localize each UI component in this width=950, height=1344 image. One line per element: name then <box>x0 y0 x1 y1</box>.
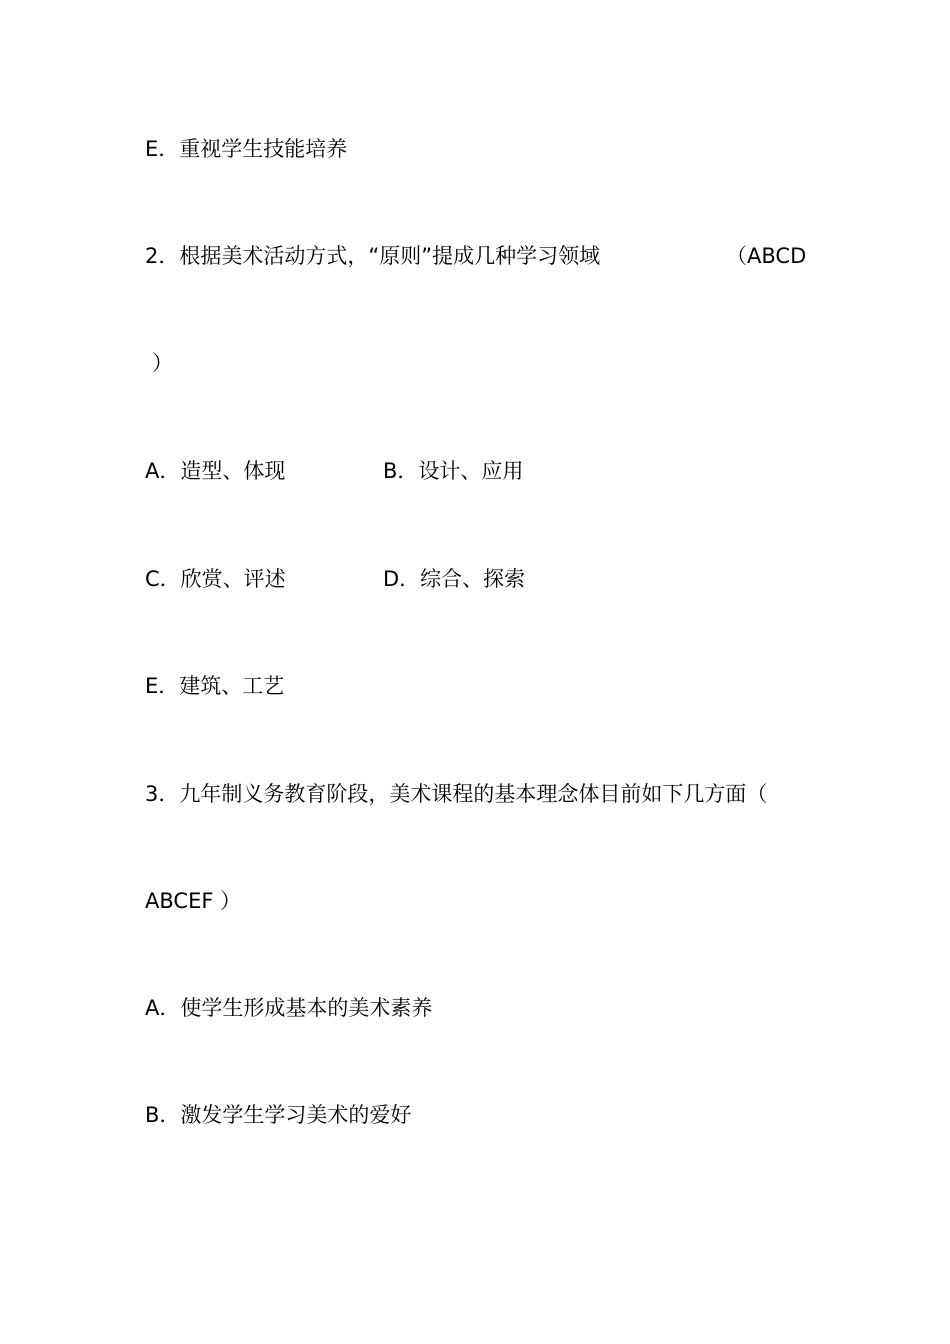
option-e-line: E．重视学生技能培养 <box>145 137 348 161</box>
question-2-text: 2．根据美术活动方式，“原则”提成几种学习领域 <box>145 244 601 268</box>
question-2-option-a: A．造型、体现 <box>145 459 286 483</box>
question-2-option-b: B．设计、应用 <box>383 459 524 483</box>
question-2-answer: （ABCD <box>726 244 807 268</box>
question-2-option-e: E．建筑、工艺 <box>145 674 285 698</box>
question-3-answer: ABCEF ） <box>145 889 242 913</box>
question-2-answer-close: ） <box>152 351 173 375</box>
question-2-option-c: C．欣赏、评述 <box>145 567 286 591</box>
question-2-option-d: D．综合、探索 <box>383 567 526 591</box>
question-3-text: 3．九年制义务教育阶段，美术课程的基本理念体目前如下几方面（ <box>145 782 768 806</box>
question-3-option-b: B．激发学生学习美术的爱好 <box>145 1103 412 1127</box>
question-3-option-a: A．使学生形成基本的美术素养 <box>145 996 433 1020</box>
